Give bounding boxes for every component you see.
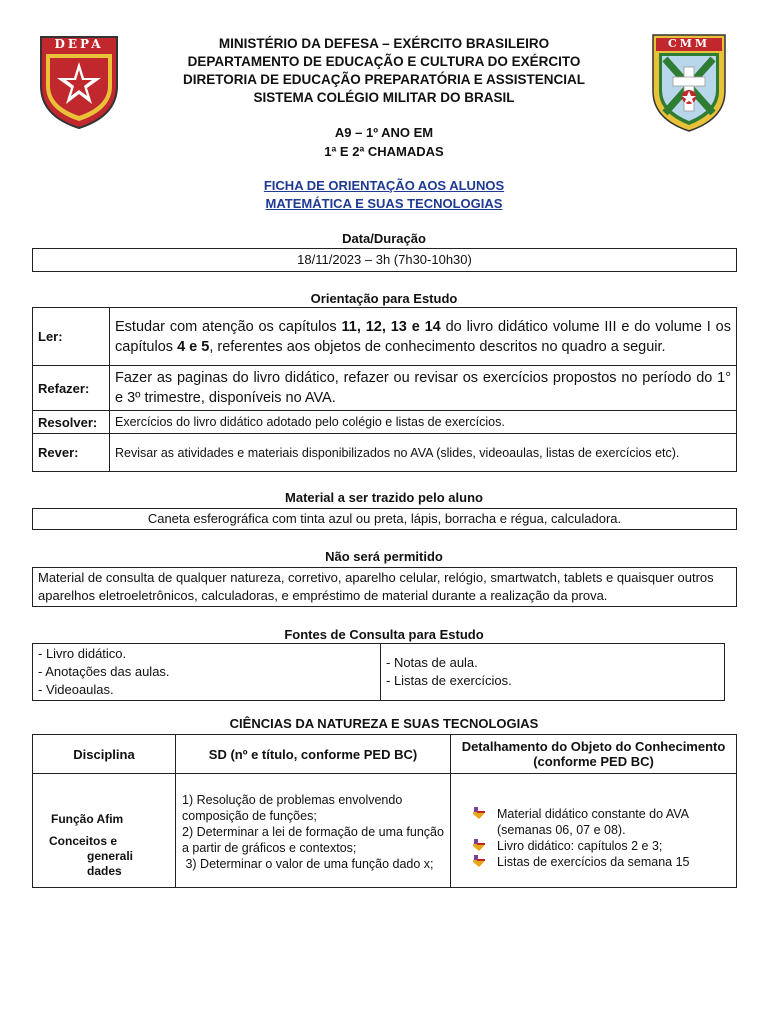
table-row — [33, 308, 737, 366]
text-part: Estudar com atenção os capítulos — [115, 318, 342, 335]
header-line-1: MINISTÉRIO DA DEFESA – EXÉRCITO BRASILEIRO — [218, 36, 550, 51]
row-text: Exercícios do livro didático adotado pelo colégio e listas de exercícios. — [110, 411, 737, 434]
header-line-3: DIRETORIA DE EDUCAÇÃO PREPARATÓRIA E ASSISTENCIAL — [182, 72, 586, 87]
fontes-title: Fontes de Consulta para Estudo — [284, 627, 484, 642]
cmm-shield-icon — [651, 33, 727, 133]
text-part-bold: 11, 12, 13 e 14 — [341, 318, 441, 335]
detail-cell — [451, 774, 737, 888]
header-line-2: DEPARTAMENTO DE EDUCAÇÃO E CULTURA DO EXÉRCITO — [187, 54, 581, 69]
sd-item: 3) Determinar o valor de uma função dado x; — [182, 857, 434, 871]
cmm-logo-text: CMM — [667, 37, 711, 50]
discipline-sub: generali — [87, 849, 134, 863]
ficha-title — [150, 177, 618, 213]
material-title: Material a ser trazido pelo aluno — [285, 490, 483, 505]
date-value: 18/11/2023 – 3h (7h30-10h30) — [32, 248, 737, 272]
table-header-row — [33, 735, 737, 774]
detail-item — [473, 806, 732, 838]
row-text — [110, 308, 737, 366]
table-row — [33, 644, 725, 701]
list-item: - Notas de aula. — [386, 655, 478, 670]
detail-item — [473, 838, 732, 854]
institution-header — [150, 35, 618, 107]
row-label: Rever: — [33, 434, 110, 472]
discipline-sub: Conceitos e — [49, 834, 118, 848]
discipline-sub: dades — [87, 864, 122, 878]
text-part: , referentes aos objetos de conhecimento descritos no quadro a seguir. — [209, 338, 666, 355]
date-section-title: Data/Duração — [342, 231, 426, 246]
nao-permitido-title: Não será permitido — [325, 549, 443, 564]
text-part: do livro didático volume III e do volume I os capítulos — [115, 318, 731, 355]
discipline-name: Função Afim — [51, 812, 124, 826]
table-row — [33, 434, 737, 472]
ciencias-title: CIÊNCIAS DA NATUREZA E SUAS TECNOLOGIAS — [229, 716, 539, 731]
list-item: - Anotações das aulas. — [38, 664, 170, 679]
sd-cell — [176, 774, 451, 888]
sd-item: 2) Determinar a lei de formação de uma função a partir de gráficos e contextos; — [182, 825, 444, 855]
list-item: - Livro didático. — [38, 646, 127, 661]
fontes-table — [32, 643, 725, 701]
header-line-4: SISTEMA COLÉGIO MILITAR DO BRASIL — [253, 90, 515, 105]
sd-item: 1) Resolução de problemas envolvendo composição de funções; — [182, 793, 403, 823]
fontes-right-cell — [381, 644, 725, 701]
ficha-line-1: FICHA DE ORIENTAÇÃO AOS ALUNOS — [263, 178, 505, 193]
column-header: Detalhamento do Objeto do Conhecimento (conforme PED BC) — [451, 735, 737, 774]
nao-permitido-value: Material de consulta de qualquer natureza, corretivo, aparelho celular, relógio, smartwatch, tablets e quaisquer outros aparelhos eletroeletrônicos, calculadoras, e empréstimo de material durante a realização da prova. — [32, 567, 737, 607]
row-text: Revisar as atividades e materiais disponibilizados no AVA (slides, videoaulas, listas de exercícios etc). — [110, 434, 737, 472]
table-row — [33, 411, 737, 434]
detail-text: Listas de exercícios da semana 15 — [497, 855, 690, 869]
row-label: Resolver: — [33, 411, 110, 434]
column-header: SD (nº e título, conforme PED BC) — [176, 735, 451, 774]
detail-text: Livro didático: capítulos 2 e 3; — [497, 839, 663, 853]
detail-text: Material didático constante do AVA (semanas 06, 07 e 08). — [497, 807, 689, 837]
ficha-line-2: MATEMÁTICA E SUAS TECNOLOGIAS — [265, 196, 503, 211]
text-part-bold: 4 e 5 — [177, 338, 210, 355]
table-row — [33, 366, 737, 411]
list-item: - Listas de exercícios. — [386, 673, 512, 688]
material-value: Caneta esferográfica com tinta azul ou preta, lápis, borracha e régua, calculadora. — [32, 508, 737, 530]
column-header: Disciplina — [33, 735, 176, 774]
ciencias-table — [32, 734, 737, 888]
row-label: Ler: — [33, 308, 110, 366]
depa-logo-text: DEPA — [54, 37, 104, 51]
fontes-left-cell — [33, 644, 381, 701]
exam-line-2: 1ª E 2ª CHAMADAS — [324, 144, 444, 159]
exam-line-1: A9 – 1º ANO EM — [334, 125, 434, 140]
row-text: Fazer as paginas do livro didático, refazer ou revisar os exercícios propostos no período do 1° e 3º trimestre, disponíveis no AVA. — [110, 366, 737, 411]
list-item: - Videoaulas. — [38, 682, 114, 697]
discipline-cell — [33, 774, 176, 888]
depa-shield-icon — [38, 34, 120, 130]
orientation-title: Orientação para Estudo — [310, 291, 458, 306]
detail-item — [473, 854, 732, 870]
row-label: Refazer: — [33, 366, 110, 411]
exam-info — [150, 123, 618, 161]
orientation-table — [32, 307, 737, 472]
table-row — [33, 774, 737, 888]
